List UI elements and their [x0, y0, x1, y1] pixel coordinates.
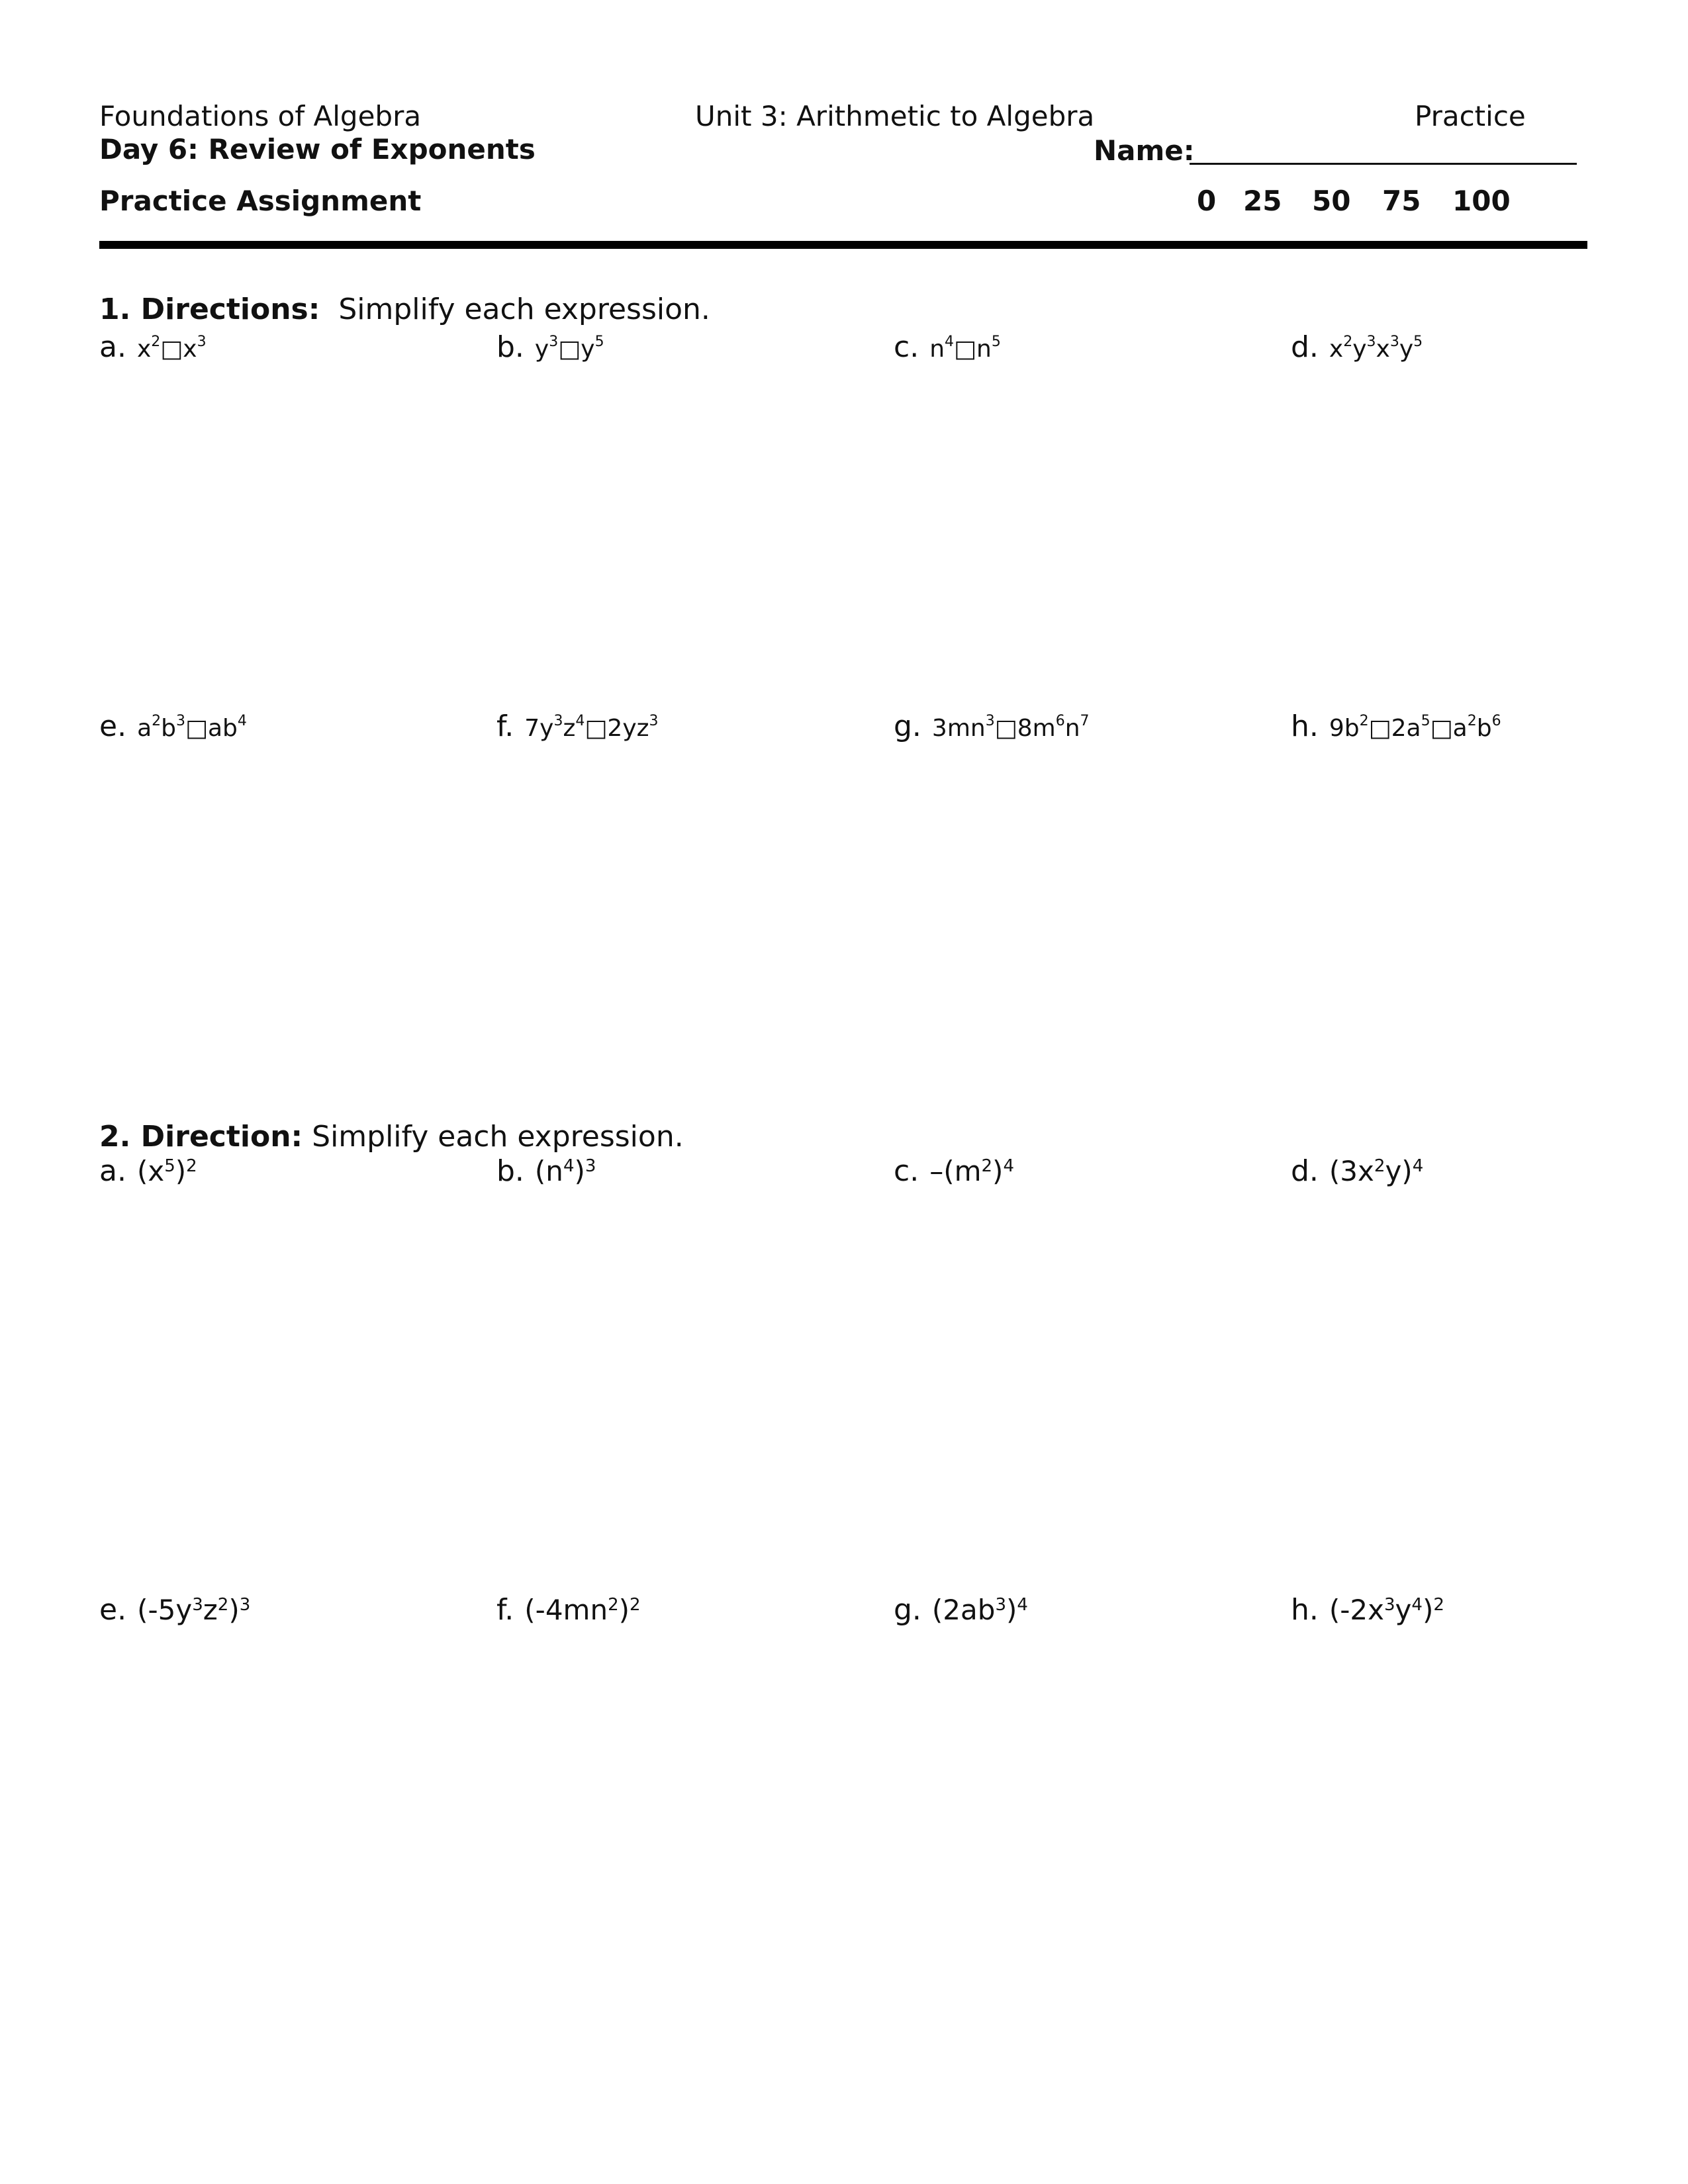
expression: $(-2x^3y^4)^2$: [1329, 1594, 1444, 1626]
header-divider: [99, 241, 1587, 249]
problem-letter: f.: [496, 1593, 514, 1627]
problem-1a: [99, 329, 207, 368]
problem-letter: g.: [894, 1593, 921, 1627]
problem-letter: d.: [1291, 330, 1319, 364]
problem-letter: a.: [99, 1154, 126, 1188]
expression: $-(m^2)^4$: [929, 1155, 1014, 1187]
name-blank-line[interactable]: [1190, 163, 1577, 165]
expression: $n^4□n^5$: [929, 334, 1001, 363]
expression: $y^3□y^5$: [534, 334, 604, 363]
problem-letter: d.: [1291, 1154, 1319, 1188]
name-label: Name:: [1094, 134, 1195, 167]
score-option-50[interactable]: 50: [1312, 185, 1351, 217]
section1-instruction: Simplify each expression.: [338, 293, 710, 326]
problem-1e: [99, 708, 247, 747]
unit-title: Unit 3: Arithmetic to Algebra: [695, 100, 1095, 132]
expression: $(n^4)^3$: [534, 1155, 596, 1187]
problem-2f: [496, 1592, 641, 1629]
problem-2c: [894, 1153, 1014, 1190]
problem-2b: [496, 1153, 596, 1190]
expression: $9b^2□2a^5□a^2b^6$: [1329, 713, 1501, 742]
expression: $7y^3z^4□2yz^3$: [524, 713, 659, 742]
section2-instruction: Simplify each expression.: [312, 1120, 684, 1154]
section1-directions: [99, 291, 710, 328]
problem-2a: [99, 1153, 197, 1190]
assignment-label: Practice Assignment: [99, 185, 422, 217]
problem-1g: [894, 708, 1090, 747]
section2-directions: [99, 1118, 684, 1156]
problem-letter: e.: [99, 709, 127, 743]
problem-2g: [894, 1592, 1028, 1629]
expression: $x^2y^3x^3y^5$: [1329, 334, 1423, 363]
section2-number: 2. Direction:: [99, 1120, 303, 1154]
expression: $(-5y^3z^2)^3$: [137, 1594, 251, 1626]
problem-letter: e.: [99, 1593, 127, 1627]
problem-letter: c.: [894, 330, 919, 364]
problem-letter: b.: [496, 330, 524, 364]
problem-letter: c.: [894, 1154, 919, 1188]
problem-letter: f.: [496, 709, 514, 743]
problem-2e: [99, 1592, 250, 1629]
score-option-75[interactable]: 75: [1382, 185, 1421, 217]
problem-letter: b.: [496, 1154, 524, 1188]
score-option-100[interactable]: 100: [1452, 185, 1511, 217]
problem-letter: a.: [99, 330, 126, 364]
course-title: Foundations of Algebra: [99, 100, 422, 132]
problem-2h: [1291, 1592, 1444, 1629]
score-option-25[interactable]: 25: [1243, 185, 1282, 217]
problem-1h: [1291, 708, 1501, 747]
expression: $a^2b^3□ab^4$: [137, 713, 247, 742]
expression: $3mn^3□8m^6n^7$: [931, 713, 1090, 742]
score-option-0[interactable]: 0: [1197, 185, 1217, 217]
problem-2d: [1291, 1153, 1423, 1190]
problem-1c: [894, 329, 1001, 368]
day-title: Day 6: Review of Exponents: [99, 133, 536, 165]
problem-letter: h.: [1291, 1593, 1319, 1627]
document-type: Practice: [1415, 100, 1526, 132]
section1-number: 1. Directions:: [99, 293, 320, 326]
expression: $(x^5)^2$: [136, 1155, 197, 1187]
problem-1b: [496, 329, 604, 368]
expression: $(-4mn^2)^2$: [524, 1594, 641, 1626]
problem-1f: [496, 708, 659, 747]
expression: $x^2□x^3$: [136, 334, 207, 363]
expression: $(3x^2y)^4$: [1329, 1155, 1424, 1187]
problem-1d: [1291, 329, 1423, 368]
problem-letter: h.: [1291, 709, 1319, 743]
problem-letter: g.: [894, 709, 921, 743]
expression: $(2ab^3)^4$: [931, 1594, 1028, 1626]
